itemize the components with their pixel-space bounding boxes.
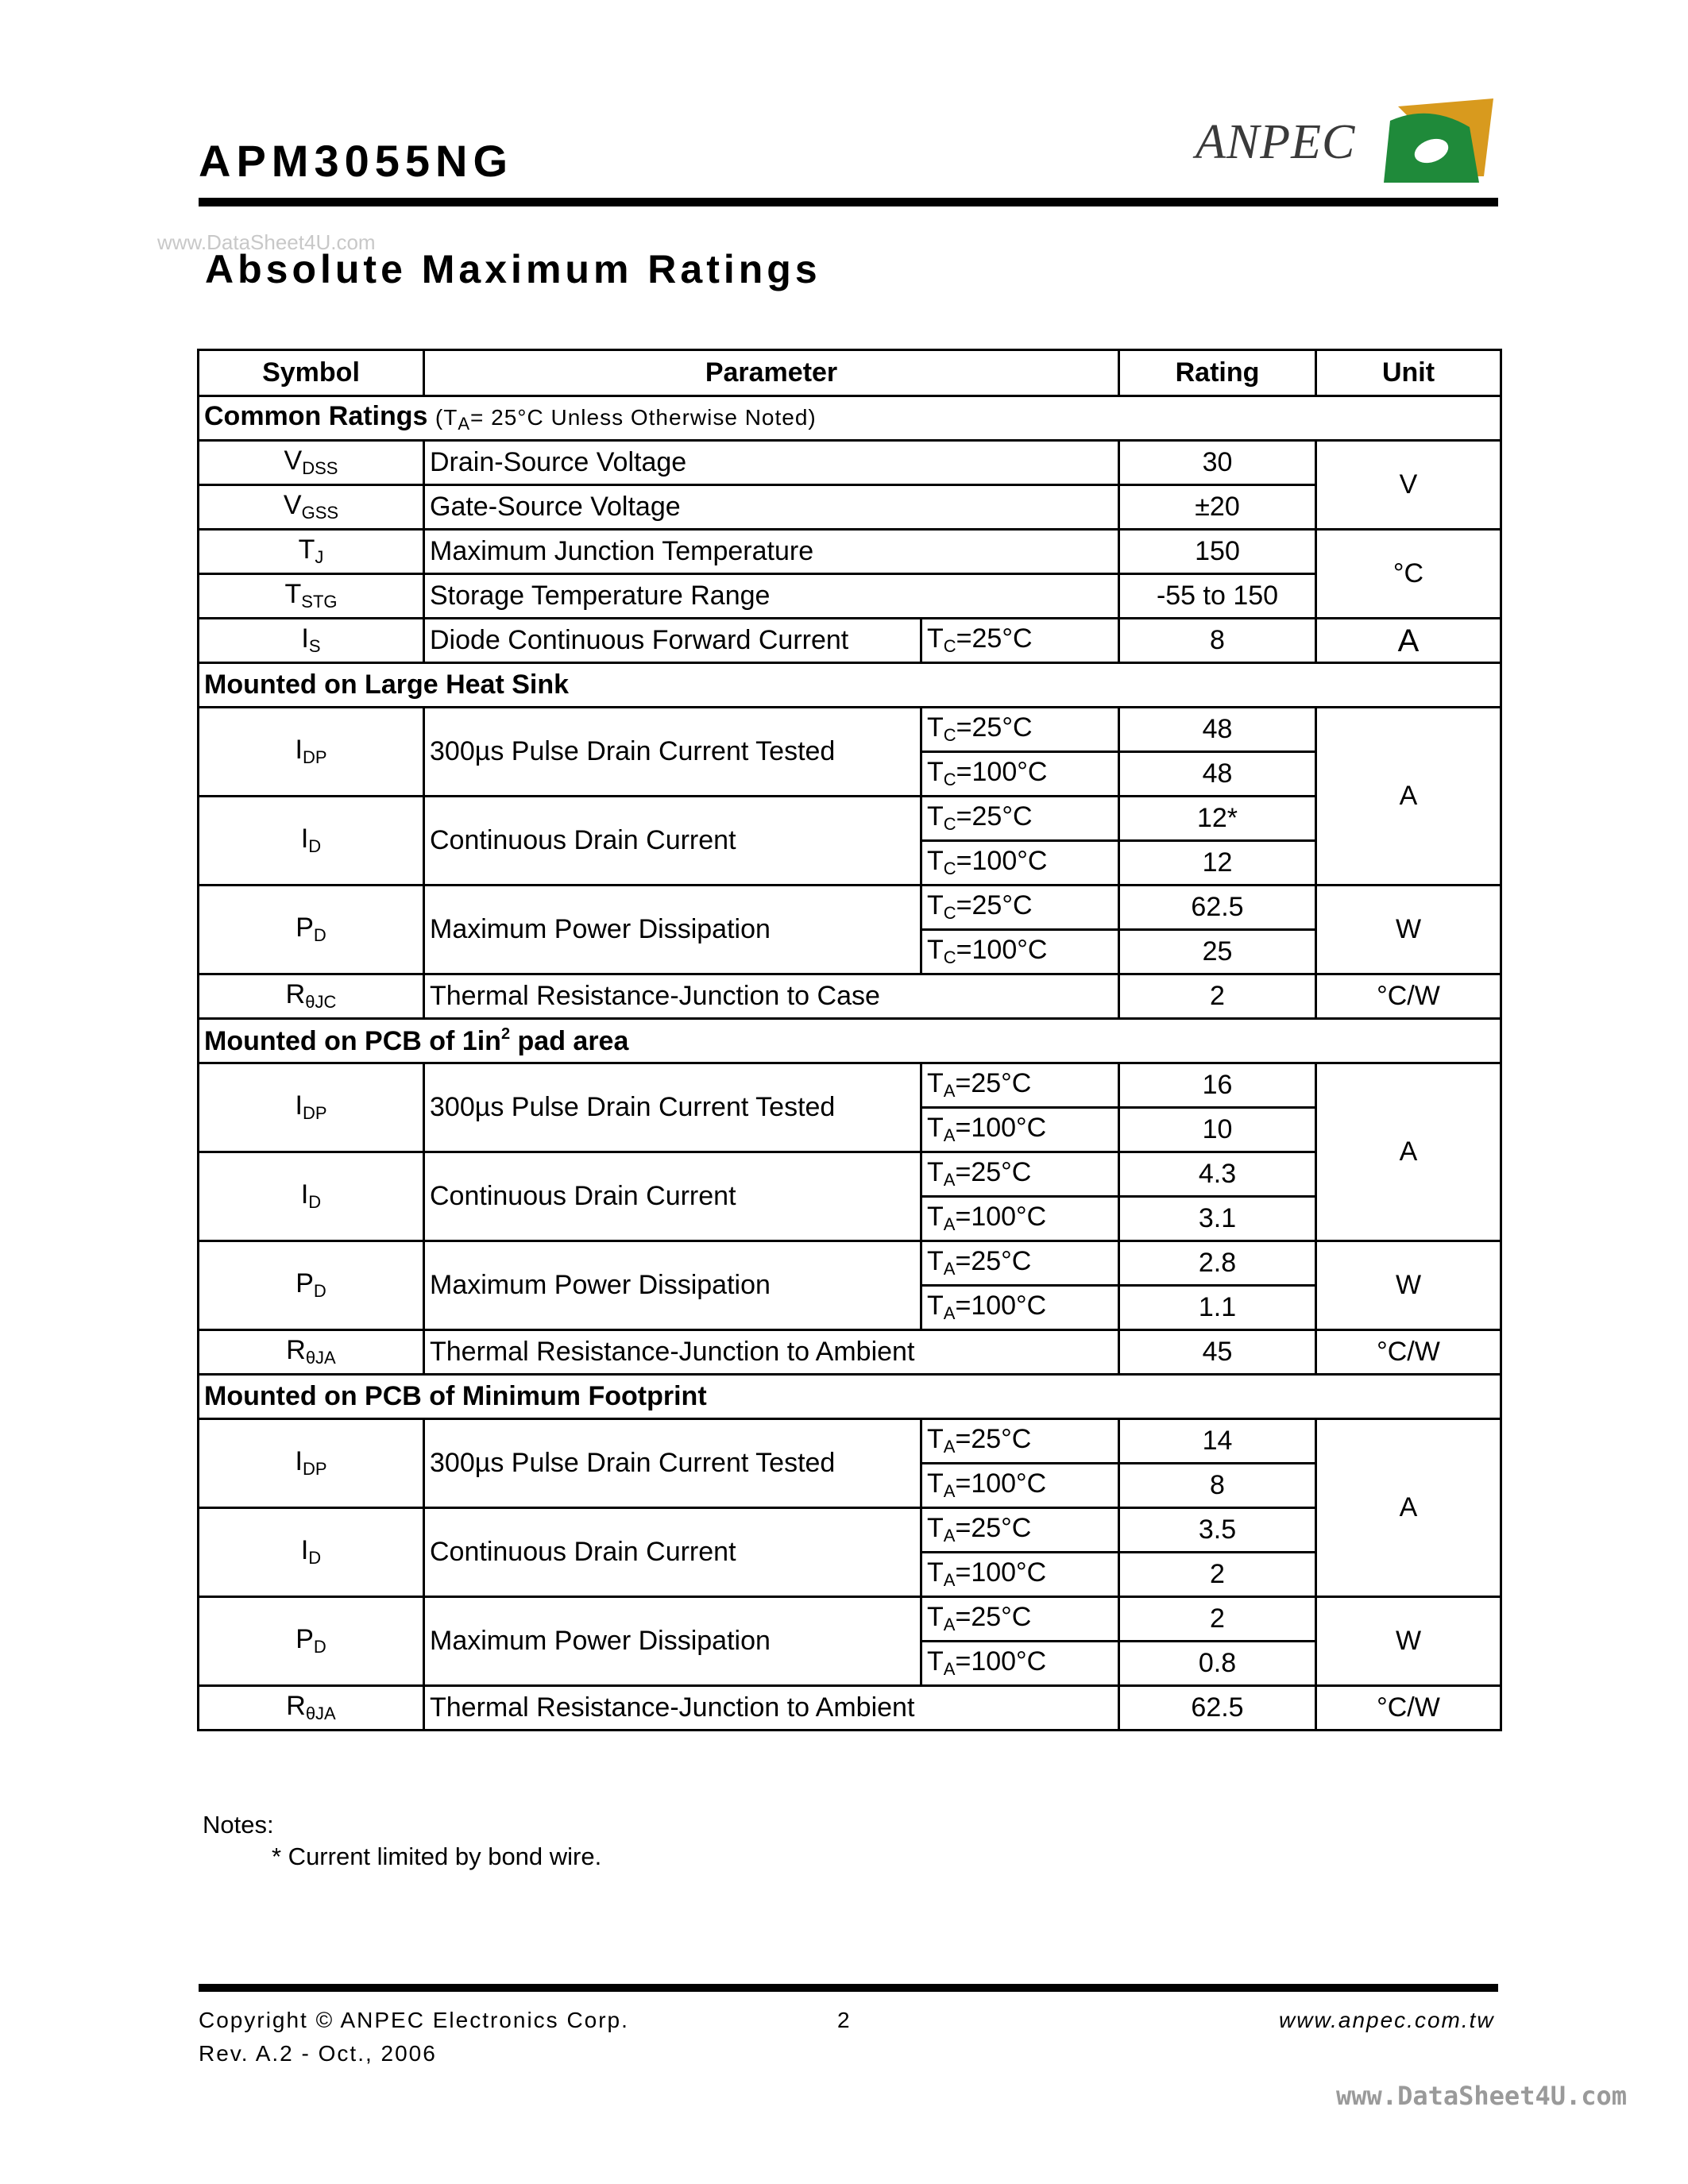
rating-cell: 10 bbox=[1119, 1108, 1316, 1152]
symbol-cell: $R_{\theta JA}$ bbox=[199, 1686, 424, 1731]
table-row bbox=[199, 1597, 1501, 1642]
parameter-cell: Thermal Resistance-Junction to Case bbox=[424, 974, 1119, 1019]
unit-cell: W bbox=[1316, 886, 1501, 974]
parameter-cell: Maximum Power Dissipation bbox=[424, 886, 921, 974]
symbol-cell: $I_{DP}$ bbox=[199, 708, 424, 797]
condition-cell: $T_A=25^\circ C$ bbox=[921, 1152, 1119, 1197]
watermark-top: www.DataSheet4U.com bbox=[157, 230, 376, 254]
rating-cell: 2.8 bbox=[1119, 1241, 1316, 1286]
table-row bbox=[199, 530, 1501, 574]
rating-cell: ±20 bbox=[1119, 485, 1316, 530]
table-row bbox=[199, 1419, 1501, 1464]
rating-cell: 45 bbox=[1119, 1330, 1316, 1375]
notes-item: * Current limited by bond wire. bbox=[272, 1843, 602, 1870]
table-row bbox=[199, 1508, 1501, 1553]
condition-cell: $T_A=25^\circ C$ bbox=[921, 1508, 1119, 1553]
symbol-cell: $R_{\theta JC}$ bbox=[199, 974, 424, 1019]
table-header-row bbox=[199, 350, 1501, 396]
parameter-cell: 300µs Pulse Drain Current Tested bbox=[424, 1063, 921, 1152]
symbol-cell: $P_D$ bbox=[199, 886, 424, 974]
rating-cell: 1.1 bbox=[1119, 1286, 1316, 1330]
symbol-cell: $I_D$ bbox=[199, 1152, 424, 1241]
rating-cell: 2 bbox=[1119, 974, 1316, 1019]
table-row bbox=[199, 797, 1501, 841]
symbol-cell: $I_S$ bbox=[199, 619, 424, 663]
unit-cell: A bbox=[1316, 708, 1501, 886]
condition-cell: $T_C=25^\circ C$ bbox=[921, 708, 1119, 752]
table-row bbox=[199, 574, 1501, 619]
parameter-cell: Diode Continuous Forward Current bbox=[424, 619, 921, 663]
notes-label: Notes: bbox=[203, 1811, 274, 1839]
table-row bbox=[199, 974, 1501, 1019]
unit-cell: A bbox=[1316, 1419, 1501, 1597]
header-rating: Rating bbox=[1119, 350, 1316, 396]
header-unit: Unit bbox=[1316, 350, 1501, 396]
condition-cell: $T_C=100^\circ C$ bbox=[921, 930, 1119, 974]
condition-cell: $T_A=100^\circ C$ bbox=[921, 1553, 1119, 1597]
rating-cell: 62.5 bbox=[1119, 886, 1316, 930]
parameter-cell: Thermal Resistance-Junction to Ambient bbox=[424, 1686, 1119, 1731]
header-parameter: Parameter bbox=[424, 350, 1119, 396]
anpec-logo bbox=[1196, 97, 1497, 192]
parameter-cell: Continuous Drain Current bbox=[424, 1152, 921, 1241]
parameter-cell: Storage Temperature Range bbox=[424, 574, 1119, 619]
parameter-cell: Gate-Source Voltage bbox=[424, 485, 1119, 530]
condition-cell: $T_C=100^\circ C$ bbox=[921, 841, 1119, 886]
parameter-cell: 300µs Pulse Drain Current Tested bbox=[424, 708, 921, 797]
rating-cell: 12* bbox=[1119, 797, 1316, 841]
rating-cell: 150 bbox=[1119, 530, 1316, 574]
table-row bbox=[199, 485, 1501, 530]
header-symbol: Symbol bbox=[199, 350, 424, 396]
condition-cell: $T_A=25^\circ C$ bbox=[921, 1241, 1119, 1286]
symbol-cell: $P_D$ bbox=[199, 1241, 424, 1330]
group-title: Common Ratings ($T_A= 25^\circ C$ Unless Otherwise Noted) bbox=[199, 396, 1501, 441]
rating-cell: 25 bbox=[1119, 930, 1316, 974]
symbol-cell: $T_{STG}$ bbox=[199, 574, 424, 619]
unit-cell: W bbox=[1316, 1597, 1501, 1686]
unit-cell: W bbox=[1316, 1241, 1501, 1330]
symbol-cell: $T_J$ bbox=[199, 530, 424, 574]
condition-cell: $T_C=25^\circ C$ bbox=[921, 886, 1119, 930]
group-title: Mounted on Large Heat Sink bbox=[199, 663, 1501, 708]
parameter-cell: Thermal Resistance-Junction to Ambient bbox=[424, 1330, 1119, 1375]
condition-cell: $T_C=25^\circ C$ bbox=[921, 797, 1119, 841]
parameter-cell: Maximum Power Dissipation bbox=[424, 1241, 921, 1330]
table-row bbox=[199, 708, 1501, 752]
symbol-cell: $I_{DP}$ bbox=[199, 1419, 424, 1508]
group-title: Mounted on PCB of $1in^2$ pad area bbox=[199, 1019, 1501, 1063]
footer-url[interactable]: www.anpec.com.tw bbox=[1279, 2008, 1495, 2032]
rating-cell: -55 to 150 bbox=[1119, 574, 1316, 619]
rating-cell: 30 bbox=[1119, 441, 1316, 485]
group-pcb-1in2 bbox=[199, 1019, 1501, 1063]
rating-cell: 12 bbox=[1119, 841, 1316, 886]
unit-cell: °C/W bbox=[1316, 1686, 1501, 1731]
group-common-ratings bbox=[199, 396, 1501, 441]
rating-cell: 3.5 bbox=[1119, 1508, 1316, 1553]
footer-revision: Rev. A.2 - Oct., 2006 bbox=[199, 2041, 437, 2066]
rating-cell: 48 bbox=[1119, 708, 1316, 752]
absolute-maximum-ratings-table bbox=[197, 349, 1502, 1731]
condition-cell: $T_A=100^\circ C$ bbox=[921, 1286, 1119, 1330]
rating-cell: 14 bbox=[1119, 1419, 1316, 1464]
unit-cell: °C/W bbox=[1316, 974, 1501, 1019]
rating-cell: 8 bbox=[1119, 619, 1316, 663]
rating-cell: 3.1 bbox=[1119, 1197, 1316, 1241]
unit-cell: °C bbox=[1316, 530, 1501, 619]
symbol-cell: $V_{GSS}$ bbox=[199, 485, 424, 530]
table-row bbox=[199, 1241, 1501, 1286]
symbol-cell: $I_D$ bbox=[199, 797, 424, 886]
header-rule bbox=[199, 198, 1498, 206]
group-large-heat-sink bbox=[199, 663, 1501, 708]
unit-cell: V bbox=[1316, 441, 1501, 530]
table-row bbox=[199, 1152, 1501, 1197]
condition-cell: $T_A=100^\circ C$ bbox=[921, 1464, 1119, 1508]
condition-cell: $T_C=100^\circ C$ bbox=[921, 752, 1119, 797]
parameter-cell: Maximum Junction Temperature bbox=[424, 530, 1119, 574]
footer-copyright: Copyright © ANPEC Electronics Corp. bbox=[199, 2008, 629, 2032]
rating-cell: 0.8 bbox=[1119, 1642, 1316, 1686]
symbol-cell: $I_D$ bbox=[199, 1508, 424, 1597]
symbol-cell: $P_D$ bbox=[199, 1597, 424, 1686]
condition-cell: $T_A=25^\circ C$ bbox=[921, 1419, 1119, 1464]
symbol-cell: $V_{DSS}$ bbox=[199, 441, 424, 485]
section-title: Absolute Maximum Ratings bbox=[205, 247, 821, 291]
symbol-cell: $I_{DP}$ bbox=[199, 1063, 424, 1152]
rating-cell: 4.3 bbox=[1119, 1152, 1316, 1197]
table-row bbox=[199, 886, 1501, 930]
page-number: 2 bbox=[837, 2008, 852, 2032]
part-number: APM3055NG bbox=[199, 136, 514, 186]
table-row bbox=[199, 1063, 1501, 1108]
footer-rule bbox=[199, 1984, 1498, 1992]
parameter-cell: 300µs Pulse Drain Current Tested bbox=[424, 1419, 921, 1508]
unit-cell: A bbox=[1316, 1063, 1501, 1241]
rating-cell: 2 bbox=[1119, 1597, 1316, 1642]
table-row bbox=[199, 1686, 1501, 1731]
table-row bbox=[199, 441, 1501, 485]
table-row bbox=[199, 1330, 1501, 1375]
group-title: Mounted on PCB of Minimum Footprint bbox=[199, 1375, 1501, 1419]
rating-cell: 16 bbox=[1119, 1063, 1316, 1108]
rating-cell: 8 bbox=[1119, 1464, 1316, 1508]
parameter-cell: Drain-Source Voltage bbox=[424, 441, 1119, 485]
parameter-cell: Continuous Drain Current bbox=[424, 1508, 921, 1597]
rating-cell: 2 bbox=[1119, 1553, 1316, 1597]
unit-cell: A bbox=[1316, 619, 1501, 663]
condition-cell: $T_A=100^\circ C$ bbox=[921, 1108, 1119, 1152]
rating-cell: 48 bbox=[1119, 752, 1316, 797]
condition-cell: $T_A=25^\circ C$ bbox=[921, 1063, 1119, 1108]
table-row bbox=[199, 619, 1501, 663]
anpec-logo-mark-icon bbox=[1374, 97, 1497, 184]
parameter-cell: Maximum Power Dissipation bbox=[424, 1597, 921, 1686]
condition-cell: $T_A=25^\circ C$ bbox=[921, 1597, 1119, 1642]
condition-cell: $T_A=100^\circ C$ bbox=[921, 1642, 1119, 1686]
watermark-bottom: www.DataSheet4U.com bbox=[1336, 2081, 1628, 2111]
group-pcb-minimum-footprint bbox=[199, 1375, 1501, 1419]
condition-cell: $T_A=100^\circ C$ bbox=[921, 1197, 1119, 1241]
rating-cell: 62.5 bbox=[1119, 1686, 1316, 1731]
logo-text: ANPEC bbox=[1196, 115, 1356, 169]
condition-cell: $T_C=25^\circ C$ bbox=[921, 619, 1119, 663]
unit-cell: °C/W bbox=[1316, 1330, 1501, 1375]
symbol-cell: $R_{\theta JA}$ bbox=[199, 1330, 424, 1375]
parameter-cell: Continuous Drain Current bbox=[424, 797, 921, 886]
